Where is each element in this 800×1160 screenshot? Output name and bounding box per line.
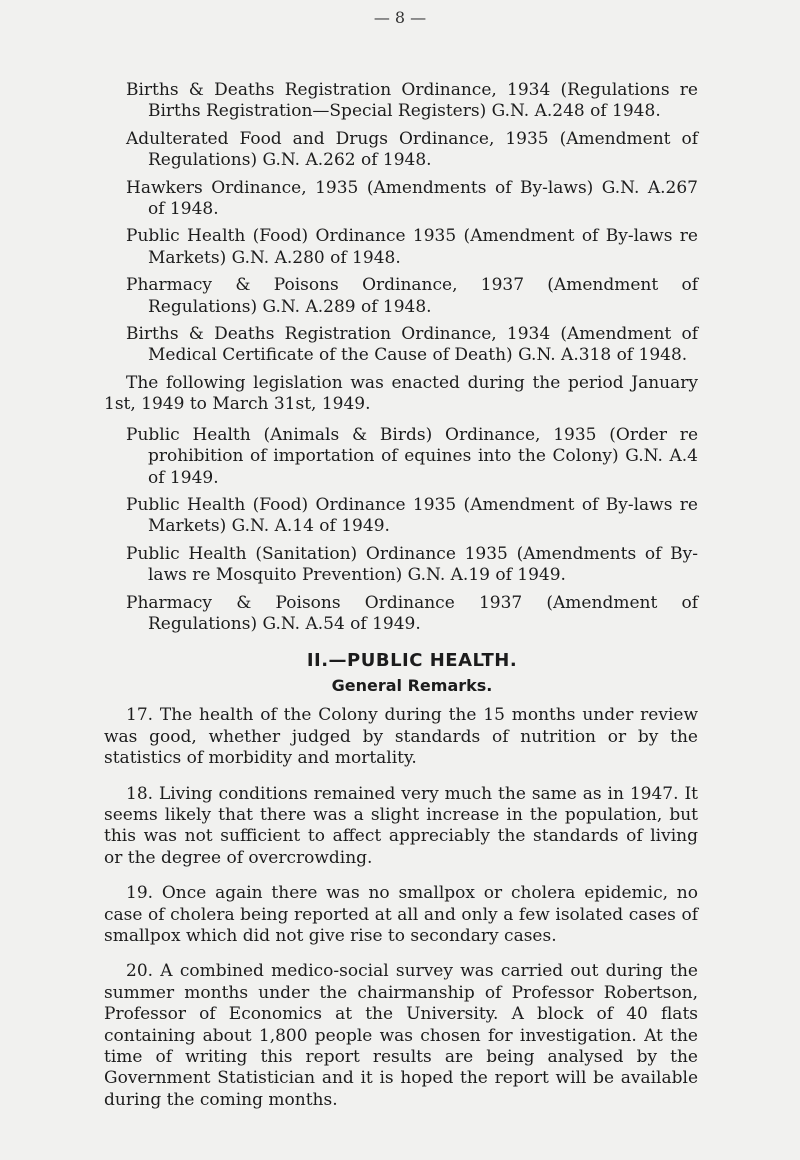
legislation-item: Hawkers Ordinance, 1935 (Amendments of By-laws) G.N. A.267 of 1948.	[126, 177, 698, 220]
legislation-item: Pharmacy & Poisons Ordinance 1937 (Amendment of Regulations) G.N. A.54 of 1949.	[126, 592, 698, 634]
legislation-list-1949	[126, 425, 698, 636]
legislation-item: Public Health (Sanitation) Ordinance 1935 (Amendments of By-laws re Mosquito Prevention) G.N. A.19 of 1949.	[126, 543, 698, 586]
section-subheading: General Remarks.	[331, 676, 493, 696]
legislation-list-1948	[126, 80, 698, 367]
page-content	[104, 80, 698, 1125]
page-number: — 8 —	[373, 8, 427, 27]
numbered-paragraph: 19. Once again there was no smallpox or cholera epidemic, no case of cholera being reported at all and only a few isolated cases of smallpox which did not give rise to secondary cases.	[104, 883, 698, 946]
numbered-paragraph: 17. The health of the Colony during the 15 months under review was good, whether judged by standards of nutrition or by the statistics of morbidity and mortality.	[104, 705, 698, 769]
legislation-item: Births & Deaths Registration Ordinance, 1934 (Regulations re Births Registration—Special Registers) G.N. A.248 of 1948.	[126, 80, 698, 122]
legislation-item: Births & Deaths Registration Ordinance, 1934 (Amendment of Medical Certificate of the Cause of Death) G.N. A.318 of 1948.	[126, 324, 698, 366]
legislation-item: Public Health (Food) Ordinance 1935 (Amendment of By-laws re Markets) G.N. A.14 of 1949.	[126, 494, 698, 537]
legislation-item: Public Health (Animals & Birds) Ordinance, 1935 (Order re prohibition of importation of equines into the Colony) G.N. A.4 of 1949.	[126, 424, 698, 488]
section-heading: II.—PUBLIC HEALTH.	[306, 650, 518, 672]
legislation-item: Public Health (Food) Ordinance 1935 (Amendment of By-laws re Markets) G.N. A.280 of 1948.	[126, 226, 698, 268]
legislation-item: Adulterated Food and Drugs Ordinance, 1935 (Amendment of Regulations) G.N. A.262 of 1948.	[126, 128, 698, 171]
legislation-item: Pharmacy & Poisons Ordinance, 1937 (Amendment of Regulations) G.N. A.289 of 1948.	[126, 275, 698, 317]
numbered-paragraph: 20. A combined medico-social survey was carried out during the summer months under the chairmanship of Professor Robertson, Professor of Economics at the University. A block of 40 flats containing about 1,800 people was chosen for investigation. At the time of writing this report results are being analysed by the Government Statistician and it is hoped the report will be available during the coming months.	[104, 961, 698, 1110]
numbered-paragraph: 18. Living conditions remained very much the same as in 1947. It seems likely that there was a slight increase in the population, but this was not sufficient to affect appreciably the standards of living or the degree of overcrowding.	[104, 783, 698, 868]
intro-paragraph: The following legislation was enacted during the period January 1st, 1949 to March 31st, 1949.	[104, 372, 698, 415]
